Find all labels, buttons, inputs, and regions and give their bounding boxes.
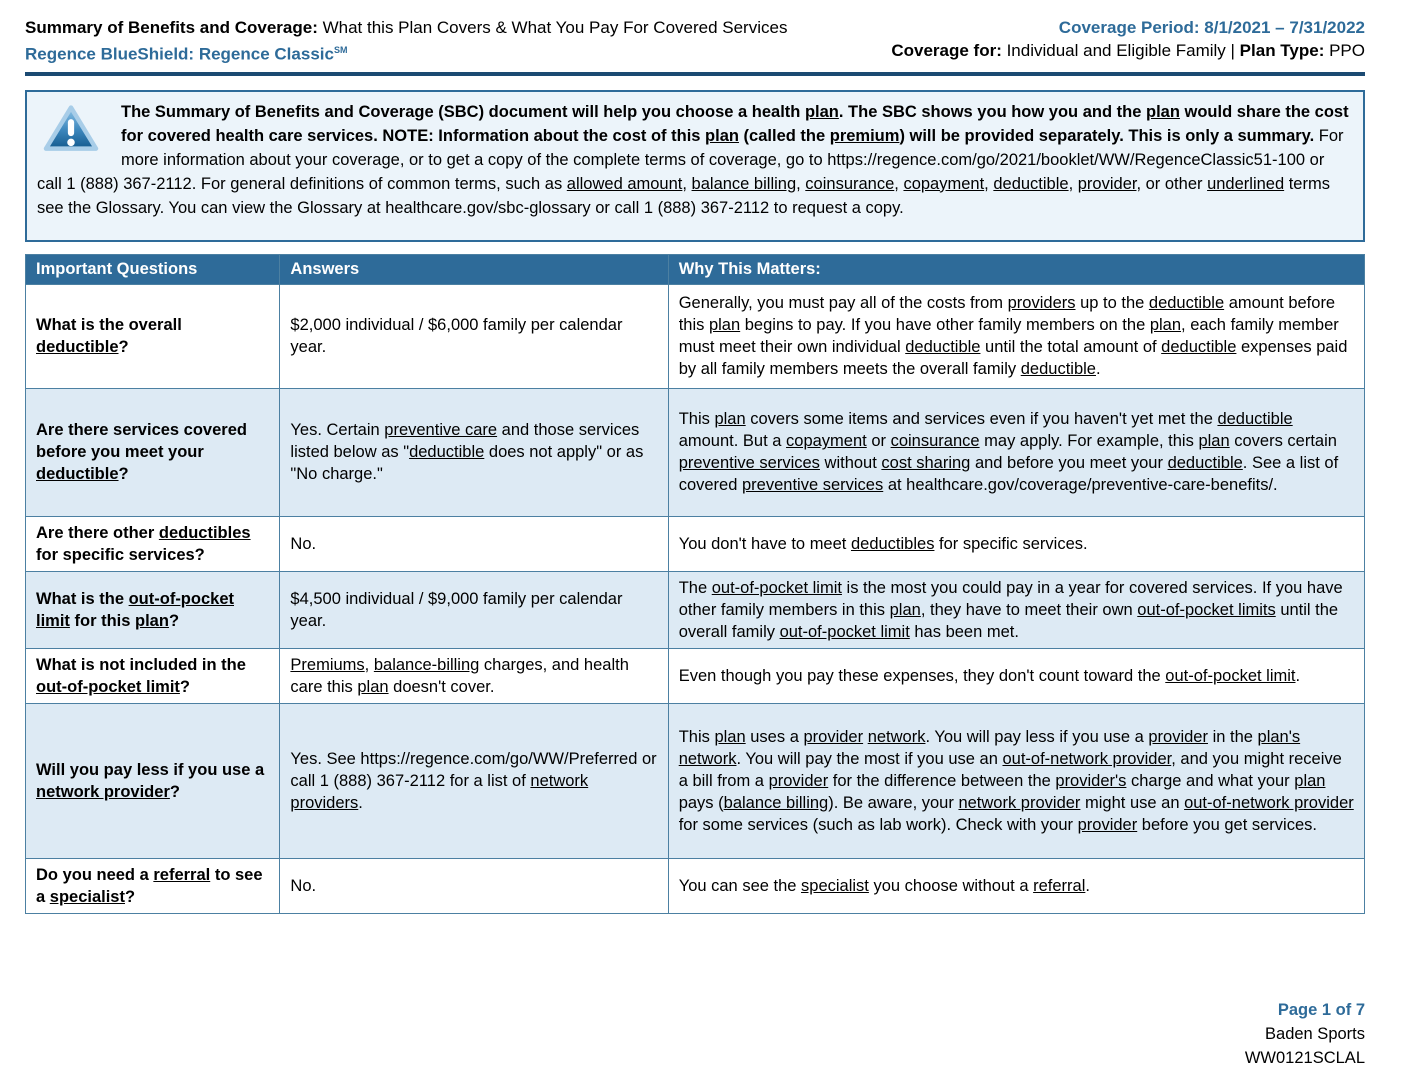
notice-box (25, 90, 1365, 242)
why-matters-cell: This plan covers some items and services even if you haven't yet met the deductible amount. But a copayment or coinsurance may apply. For example, this plan covers certain preventive services without cost sharing and before you meet your deductible. See a list of covered preventive services at healthcare.gov/coverage/preventive-care-benefits/. (668, 388, 1364, 516)
why-matters-cell: Generally, you must pay all of the costs from providers up to the deductible amount before this plan begins to pay. If you have other family members on the plan, each family member must meet their own individual deductible until the total amount of deductible expenses paid by all family members meets the overall family deductible. (668, 284, 1364, 388)
column-header-important-questions: Important Questions (26, 254, 280, 284)
coverage-for-value: Individual and Eligible Family | (1001, 41, 1240, 60)
why-matters-cell: You don't have to meet deductibles for specific services. (668, 516, 1364, 571)
why-matters-cell: Even though you pay these expenses, they don't count toward the out-of-pocket limit. (668, 648, 1364, 703)
warning-triangle-icon (41, 104, 101, 154)
coverage-period: Coverage Period: 8/1/2021 – 7/31/2022 (1058, 18, 1365, 37)
answer-cell: Yes. Certain preventive care and those services listed below as "deductible does not apply" or as "No charge." (280, 388, 668, 516)
company-name: Baden Sports (1265, 1025, 1365, 1043)
table-row-other-deductibles (26, 516, 1365, 571)
column-header-why-this-matters: Why This Matters: (668, 254, 1364, 284)
question-cell: Do you need a referral to see a specialist? (26, 858, 280, 913)
notice-text: The Summary of Benefits and Coverage (SBC) document will help you choose a health plan. The SBC shows you how you and the plan would share the cost for covered health care services. NOTE: Information about the cost of this plan (called the premium) will be provided separately. This is only a summary. For more information about your coverage, or to get a copy of the complete terms of coverage, go to https://regence.com/go/2021/booklet/WW/RegenceClassic51-100 or call 1 (888) 367-2112. For general definitions of common terms, such as allowed amount, balance billing, coinsurance, copayment, deductible, provider, or other underlined terms see the Glossary. You can view the Glossary at healthcare.gov/sbc-glossary or call 1 (888) 367-2112 to request a copy. (37, 102, 1349, 217)
document-header (25, 16, 1365, 66)
document-footer (1245, 998, 1365, 1070)
form-code: WW0121SCLAL (1244, 1049, 1365, 1067)
plan-type-label: Plan Type: (1239, 41, 1325, 60)
table-row-referral-specialist (26, 858, 1365, 913)
header-right (891, 16, 1365, 62)
question-cell: Are there other deductibles for specific services? (26, 516, 280, 571)
plan-name-text: Regence BlueShield: Regence Classic (25, 44, 334, 64)
header-divider (25, 72, 1365, 76)
page-title-lead: Summary of Benefits and Coverage: (25, 18, 318, 37)
question-cell: Will you pay less if you use a network provider? (26, 703, 280, 858)
important-questions-table (25, 254, 1365, 914)
page-title (25, 16, 787, 39)
why-matters-cell: The out-of-pocket limit is the most you could pay in a year for covered services. If you have other family members in this plan, they have to meet their own out-of-pocket limits until the overall family out-of-pocket limit has been met. (668, 571, 1364, 648)
plan-name (25, 39, 787, 66)
header-left (25, 16, 787, 66)
table-row-network-provider (26, 703, 1365, 858)
table-row-out-of-pocket-limit (26, 571, 1365, 648)
plan-type-value: PPO (1324, 41, 1365, 60)
coverage-for-line (891, 39, 1365, 62)
column-header-answers: Answers (280, 254, 668, 284)
question-cell: What is the out-of-pocket limit for this plan? (26, 571, 280, 648)
answer-cell: $2,000 individual / $6,000 family per calendar year. (280, 284, 668, 388)
table-row-not-included-in-limit (26, 648, 1365, 703)
answer-cell: Premiums, balance-billing charges, and health care this plan doesn't cover. (280, 648, 668, 703)
question-cell: What is not included in the out-of-pocket limit? (26, 648, 280, 703)
page-title-rest: What this Plan Covers & What You Pay For Covered Services (317, 18, 788, 37)
service-mark: SM (333, 45, 348, 55)
coverage-for-label: Coverage for: (891, 41, 1002, 60)
why-matters-cell: This plan uses a provider network. You will pay less if you use a provider in the plan's network. You will pay the most if you use an out-of-network provider, and you might receive a bill from a provider for the difference between the provider's charge and what your plan pays (balance billing). Be aware, your network provider might use an out-of-network provider for some services (such as lab work). Check with your provider before you get services. (668, 703, 1364, 858)
why-matters-cell: You can see the specialist you choose without a referral. (668, 858, 1364, 913)
table-header-row (26, 254, 1365, 284)
answer-cell: No. (280, 858, 668, 913)
answer-cell: Yes. See https://regence.com/go/WW/Preferred or call 1 (888) 367-2112 for a list of network providers. (280, 703, 668, 858)
page-number: Page 1 of 7 (1277, 1001, 1365, 1019)
question-cell: Are there services covered before you meet your deductible? (26, 388, 280, 516)
answer-cell: $4,500 individual / $9,000 family per calendar year. (280, 571, 668, 648)
table-row-overall-deductible (26, 284, 1365, 388)
table-row-services-before-deductible (26, 388, 1365, 516)
answer-cell: No. (280, 516, 668, 571)
question-cell: What is the overall deductible? (26, 284, 280, 388)
